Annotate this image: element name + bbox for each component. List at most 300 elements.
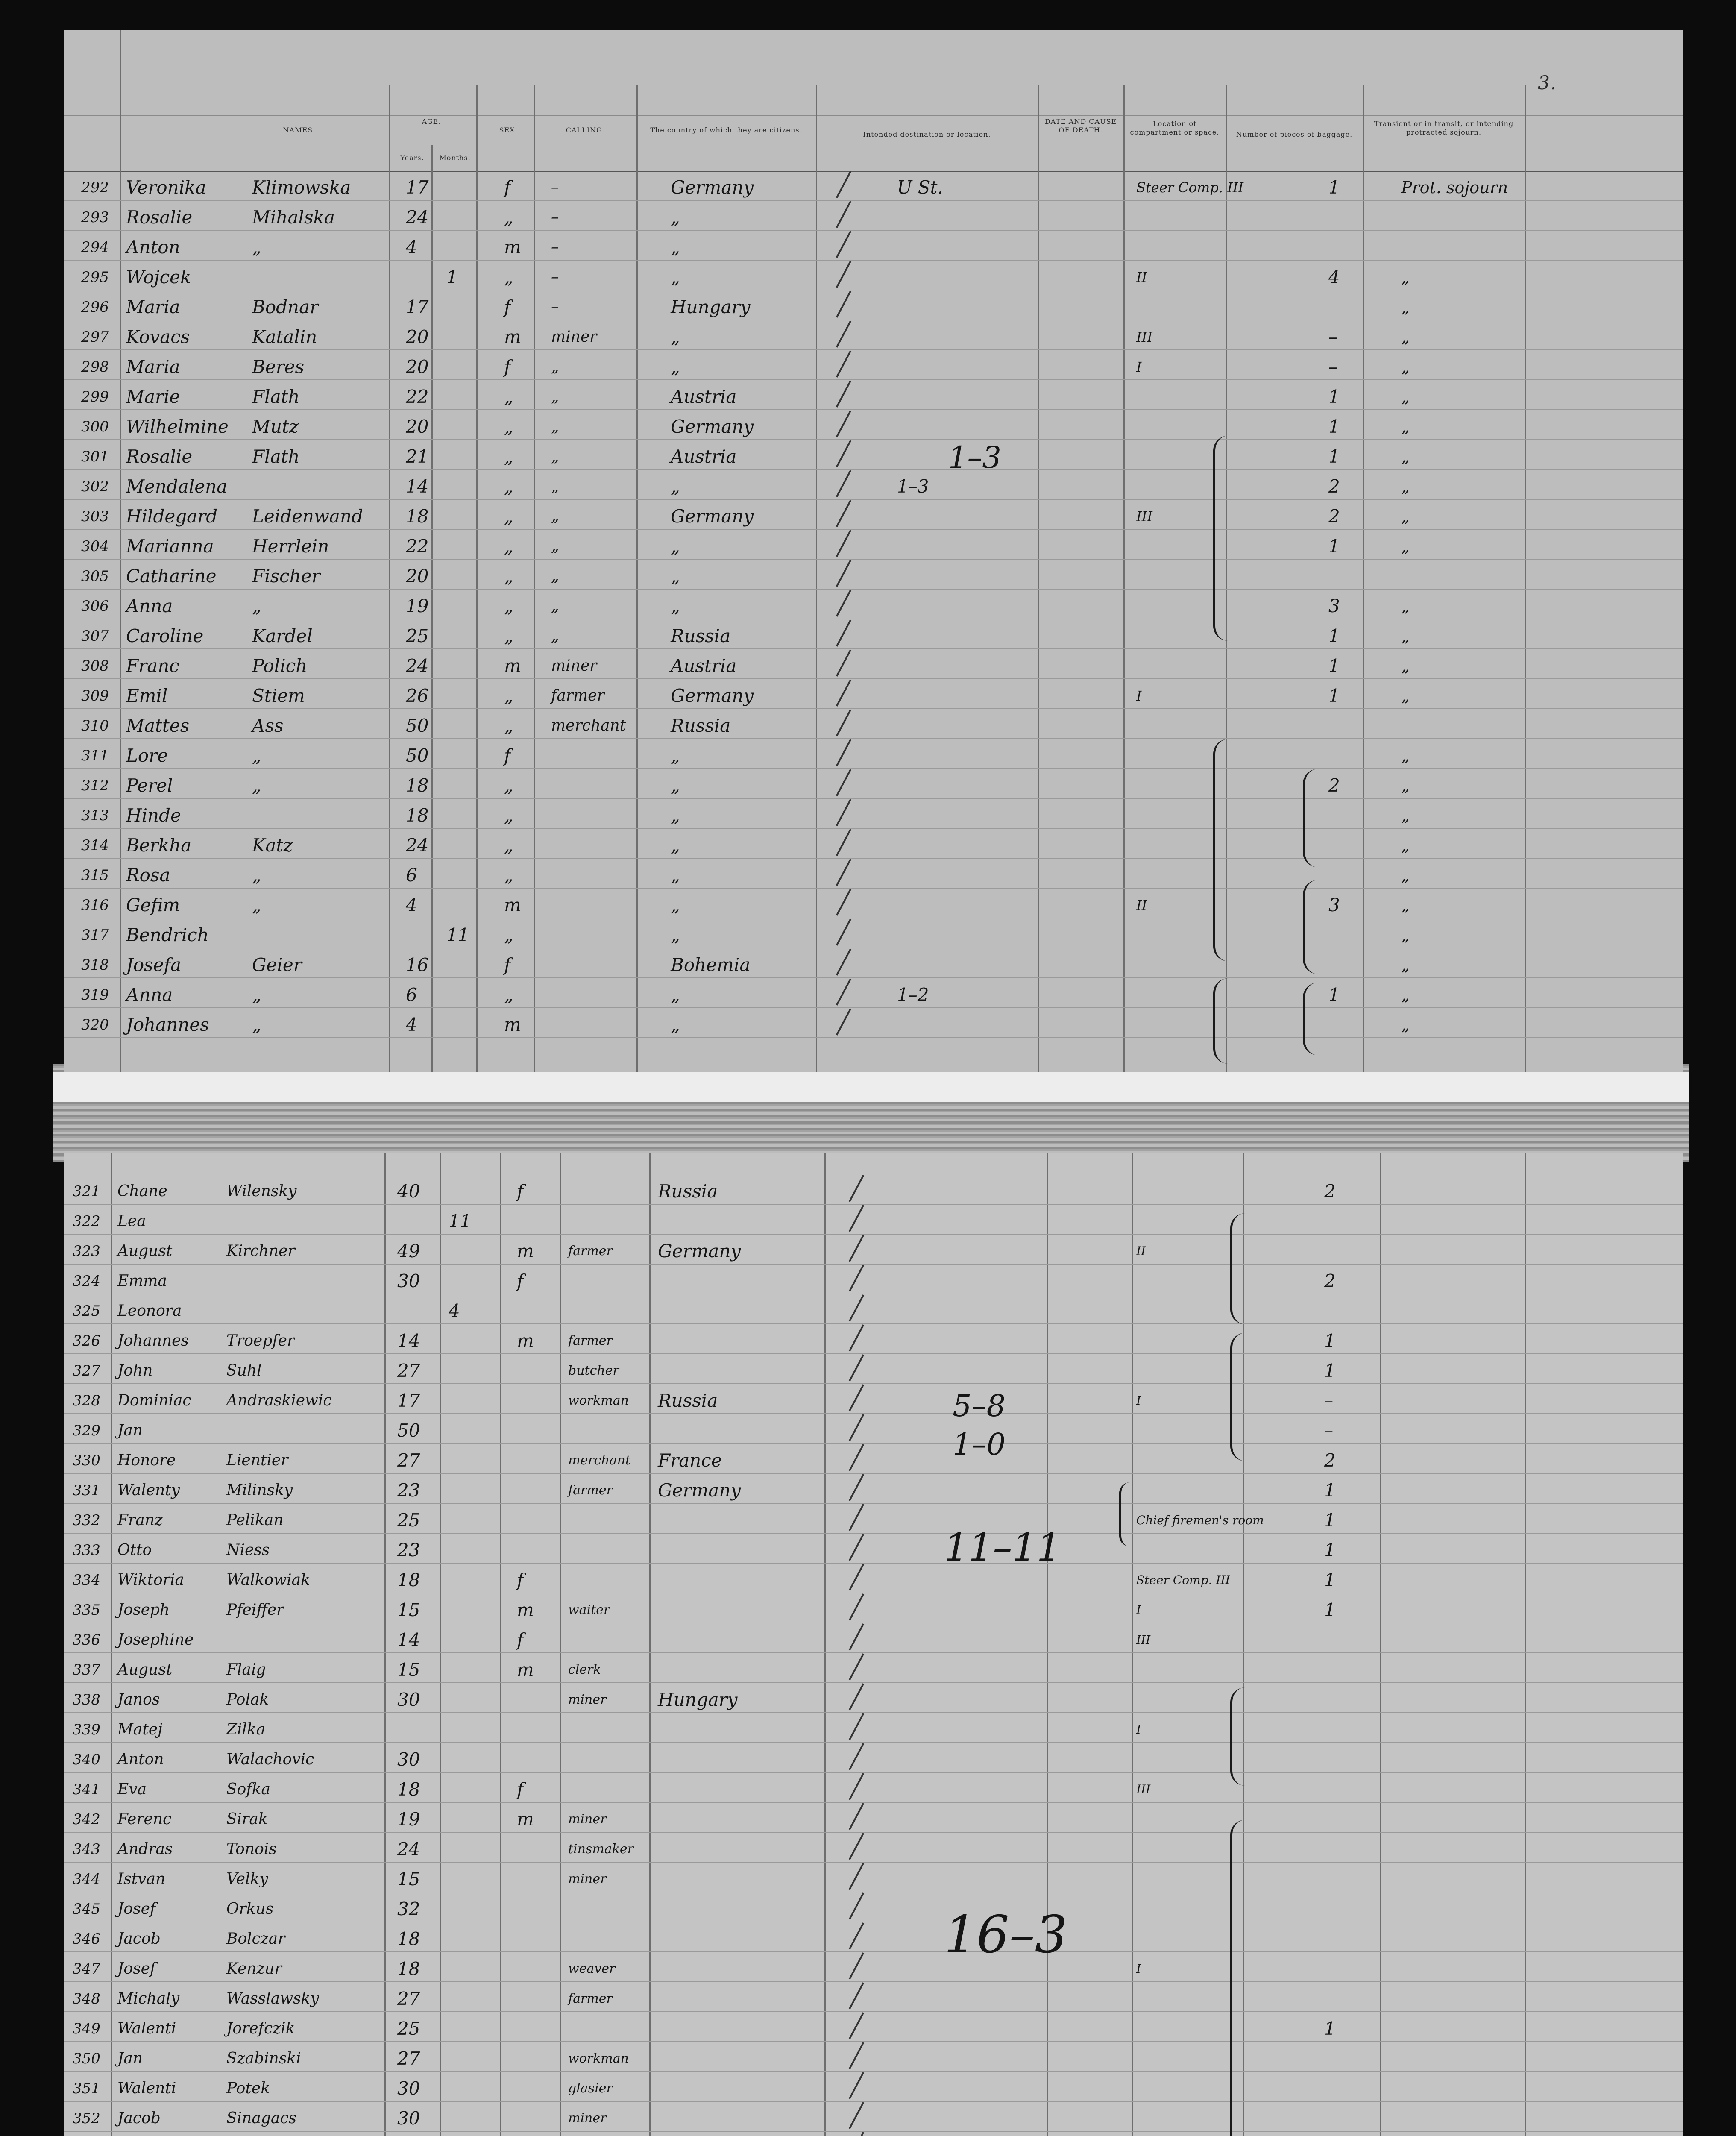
row-number: 302 [81,478,109,495]
transit-status: „ [1401,896,1410,915]
country: Germany [671,177,754,198]
age-years: 30 [397,2108,420,2129]
compartment: Steer Comp. III [1136,1573,1230,1587]
table-row [64,649,1683,679]
sex: „ [504,865,513,886]
table-row [64,1324,1683,1354]
sex: m [504,326,521,347]
last-name: Katz [252,835,293,856]
baggage-count: 4 [1328,267,1340,288]
last-name: Flaig [226,1661,266,1678]
age-years: 30 [397,1270,420,1291]
country: „ [671,745,680,766]
destination: 1–2 [897,984,929,1005]
first-name: Mendalena [126,476,228,497]
last-name: Sirak [226,1810,268,1828]
transit-status: „ [1401,806,1410,825]
transit-status: „ [1401,746,1410,765]
calling: – [551,268,559,286]
table-row [64,1444,1683,1474]
last-name: Katalin [252,326,317,347]
table-row [64,1534,1683,1564]
header-country: The country of which they are citizens. [650,126,802,134]
table-row [64,1653,1683,1683]
table-row [64,231,1683,261]
sex: „ [504,984,513,1005]
row-number: 309 [81,687,109,704]
age-years: 27 [397,1450,420,1471]
last-name: Pelikan [226,1511,284,1529]
ditto-stroke [836,470,851,497]
first-name: Berkha [126,835,192,856]
row-number: 294 [81,239,109,256]
row-number: 293 [81,209,109,226]
sex: m [517,1659,534,1680]
row-number: 292 [81,179,109,196]
ditto-stroke [849,1564,864,1591]
sex: f [517,1779,524,1800]
age-years: 18 [397,1779,420,1800]
country: „ [671,775,680,796]
compartment: I [1136,1394,1141,1408]
sex: „ [504,625,513,646]
first-name: Leonora [117,1302,182,1320]
ditto-stroke [849,1504,864,1531]
calling: waiter [568,1602,610,1617]
country: Germany [658,1241,741,1262]
compartment: III [1136,1633,1151,1647]
last-name: Geier [252,954,302,975]
last-name: Stiem [252,685,305,706]
age-years: 4 [406,237,417,258]
last-name: Orkus [226,1900,274,1918]
transit-status: „ [1401,268,1410,287]
first-name: Gefim [126,895,180,915]
last-name: „ [252,1014,261,1035]
first-name: Matej [117,1721,163,1738]
first-name: Bendrich [126,924,209,945]
table-row [64,1833,1683,1863]
ditto-stroke [849,1354,864,1382]
table-row [64,1235,1683,1265]
first-name: Anton [126,237,180,258]
table-row [64,1743,1683,1773]
sex: m [517,1330,534,1351]
first-name: Honore [117,1452,176,1469]
table-row [64,560,1683,590]
ditto-stroke [836,560,851,587]
row-number: 349 [73,2020,100,2037]
age-years: 16 [406,954,429,975]
ditto-stroke [849,1444,864,1471]
first-name: Joseph [117,1601,170,1619]
last-name: Lientier [226,1452,288,1469]
first-name: Josefa [126,954,182,975]
first-name: Walenti [117,2080,176,2097]
ditto-stroke [836,500,851,527]
row-number: 328 [73,1392,100,1409]
ditto-stroke [849,1922,864,1950]
last-name: Ass [252,715,284,736]
ditto-stroke [849,1474,864,1501]
calling: workman [568,2051,629,2066]
table-row [64,2102,1683,2132]
last-name: Bolczar [226,1930,285,1948]
calling: – [551,179,559,196]
country: Germany [671,416,754,437]
first-name: John [117,1362,153,1379]
table-row [64,1384,1683,1414]
table-row [64,978,1683,1008]
header-death: DATE AND CAUSE OF DEATH. [1044,117,1117,134]
ditto-stroke [836,320,851,348]
last-name: Polak [226,1691,269,1708]
first-name: Marie [126,386,180,407]
header-names: NAMES. [283,126,315,134]
table-row [64,1863,1683,1892]
last-name: Leidenwand [252,506,363,527]
country: Austria [671,446,737,467]
ditto-stroke [836,859,851,886]
age-years: 24 [406,655,429,676]
ditto-stroke [836,410,851,437]
age-years: 14 [397,1629,420,1650]
first-name: Ferenc [117,1810,172,1828]
compartment: II [1136,269,1147,285]
ditto-stroke [849,1623,864,1651]
table-row [64,918,1683,948]
age-years: 18 [406,775,429,796]
age-years: 26 [406,685,429,706]
last-name: „ [252,775,261,796]
country: „ [671,207,680,228]
ditto-stroke [836,978,851,1006]
age-years: 20 [406,566,429,587]
table-row [64,2132,1683,2136]
age-years: 25 [406,625,429,646]
first-name: Walenti [117,2020,176,2037]
baggage-count: 1 [1328,984,1340,1005]
last-name: Pfeiffer [226,1601,284,1619]
transit-status: „ [1401,358,1410,376]
header-transient: Transient or in transit, or intending protracted sojourn. [1374,120,1514,136]
row-number: 325 [73,1303,100,1320]
transit-status: „ [1401,926,1410,945]
sex: „ [504,207,513,228]
age-years: 19 [406,596,429,616]
table-row [64,1803,1683,1833]
binding-strip [53,1072,1689,1102]
first-name: Eva [117,1781,147,1798]
table-row [64,320,1683,350]
row-number: 336 [73,1631,100,1649]
table-row [64,1294,1683,1324]
last-name: „ [252,895,261,915]
country: „ [671,356,680,377]
table-row [64,1713,1683,1743]
calling: – [551,298,559,316]
age-years: 6 [406,865,417,886]
ditto-stroke [849,1653,864,1681]
table-row [64,1982,1683,2012]
country: Russia [658,1181,718,1202]
age-years: 14 [397,1330,420,1351]
last-name: Flath [252,446,300,467]
calling: „ [551,448,559,465]
sex: f [504,177,511,198]
sex: „ [504,267,513,288]
age-years: 30 [397,1749,420,1770]
age-years: 14 [406,476,429,497]
sex: m [517,1599,534,1620]
sex: m [504,237,521,258]
table-row [64,500,1683,530]
table-row [64,1414,1683,1444]
age-years: 22 [406,536,429,557]
ditto-stroke [849,1743,864,1770]
age-years: 4 [406,895,417,915]
table-row [64,679,1683,709]
header-age: AGE. [422,117,441,126]
last-name: Niess [226,1541,270,1559]
compartment: Chief firemen's room [1136,1513,1264,1527]
ditto-stroke [836,829,851,856]
sex: „ [504,596,513,616]
transit-status: „ [1401,387,1410,406]
ditto-stroke [836,380,851,408]
row-number: 298 [81,358,109,376]
transit-status: „ [1401,507,1410,526]
ditto-stroke [836,440,851,467]
age-years: 24 [406,835,429,856]
transit-status: „ [1401,447,1410,466]
header-calling: CALLING. [566,126,605,134]
first-name: Istvan [117,1870,166,1888]
baggage-count: 1 [1328,386,1340,407]
sex: m [504,655,521,676]
age-years: 19 [397,1809,420,1830]
first-name: Anton [117,1751,164,1768]
row-number: 340 [73,1751,100,1768]
table-row [64,470,1683,500]
ditto-stroke [849,1863,864,1890]
country: „ [671,237,680,258]
table-row [64,1008,1683,1038]
last-name: Zilka [226,1721,266,1738]
row-number: 339 [73,1721,100,1738]
ditto-stroke [849,1414,864,1441]
first-name: Josef [117,1960,156,1978]
transit-status: „ [1401,537,1410,556]
destination: U St. [897,177,943,198]
last-name: Potek [226,2080,270,2097]
baggage-count: 2 [1324,1450,1336,1471]
row-number: 307 [81,628,109,645]
ditto-stroke [849,1892,864,1920]
ditto-stroke [836,171,851,198]
baggage-count: 1 [1328,446,1340,467]
row-number: 324 [73,1273,100,1290]
country: „ [671,536,680,557]
calling: „ [551,508,559,525]
age-years: 49 [397,1241,420,1262]
row-number: 312 [81,777,109,794]
last-name: Herrlein [252,536,329,557]
last-name: Szabinski [226,2050,301,2067]
first-name: Dominiac [117,1392,191,1409]
last-name: Andraskiewic [226,1392,332,1409]
country: Russia [671,625,731,646]
sex: f [517,1181,524,1202]
row-number: 350 [73,2050,100,2067]
ditto-stroke [849,1982,864,2010]
row-number: 329 [73,1422,100,1439]
first-name: Jacob [117,2110,161,2127]
age-years: 23 [397,1540,420,1561]
row-number: 311 [81,747,109,764]
ditto-stroke [849,1205,864,1232]
calling: farmer [568,1991,613,2006]
country: „ [671,984,680,1005]
age-years: 17 [397,1390,420,1411]
table-row [64,1205,1683,1235]
row-number: 306 [81,598,109,615]
first-name: Johannes [117,1332,189,1350]
age-years: 23 [397,1480,420,1501]
last-name: Fischer [252,566,320,587]
first-name: Franz [117,1511,163,1529]
country: Germany [658,1480,741,1501]
row-number: 299 [81,388,109,405]
calling: „ [551,627,559,645]
last-name: Flath [252,386,300,407]
country: France [658,1450,722,1471]
table-row [64,350,1683,380]
row-number: 321 [73,1183,100,1200]
transit-status: „ [1401,477,1410,496]
header-years: Years. [400,154,424,162]
first-name: Josephine [117,1631,194,1649]
row-number: 296 [81,299,109,316]
calling: farmer [551,687,604,704]
table-row [64,1265,1683,1294]
row-number: 315 [81,867,109,884]
calling: „ [551,537,559,555]
row-number: 301 [81,448,109,465]
sex: „ [504,566,513,587]
last-name: Mutz [252,416,299,437]
age-years: 24 [406,207,429,228]
sex: m [517,1241,534,1262]
table-row [64,948,1683,978]
transit-status: „ [1401,836,1410,855]
baggage-count: 1 [1324,1570,1336,1590]
last-name: Kirchner [226,1242,295,1260]
country: Russia [671,715,731,736]
row-number: 322 [73,1213,100,1230]
table-row [64,590,1683,619]
transit-status: „ [1401,866,1410,885]
baggage-count: 2 [1328,775,1340,796]
age-years: 20 [406,326,429,347]
row-number: 342 [73,1811,100,1828]
first-name: Jan [117,2050,143,2067]
first-name: Michaly [117,1990,180,2007]
header-sex: SEX. [499,126,518,134]
row-number: 343 [73,1841,100,1858]
age-years: 15 [397,1659,420,1680]
first-name: Lore [126,745,168,766]
compartment: Steer Comp. III [1136,179,1243,196]
ditto-stroke [849,2102,864,2129]
calling: tinsmaker [568,1842,633,1857]
row-number: 310 [81,717,109,734]
country: Bohemia [671,954,751,975]
ditto-stroke [849,1833,864,1860]
ditto-stroke [849,1952,864,1980]
table-row [64,171,1683,201]
row-number: 314 [81,837,109,854]
ditto-stroke [836,649,851,677]
table-row [64,2042,1683,2072]
calling: „ [551,567,559,585]
ditto-stroke [836,948,851,976]
sex: „ [504,446,513,467]
table-row [64,1564,1683,1593]
baggage-count: 3 [1328,895,1340,915]
ditto-stroke [836,350,851,378]
sex: m [504,1014,521,1035]
baggage-count: 1 [1324,2018,1336,2039]
ditto-stroke [836,290,851,318]
country: „ [671,267,680,288]
first-name: Otto [117,1541,152,1559]
age-months: 1 [446,267,458,288]
last-name: Walachovic [226,1751,314,1768]
country: „ [671,924,680,945]
ditto-stroke [849,1803,864,1830]
transit-status: „ [1401,956,1410,974]
ditto-stroke [836,739,851,766]
last-name: Wilensky [226,1182,297,1200]
calling: miner [551,657,597,675]
first-name: Maria [126,296,180,317]
baggage-count: – [1324,1390,1333,1411]
row-number: 345 [73,1901,100,1918]
row-number: 330 [73,1452,100,1469]
calling: merchant [551,717,626,734]
sex: „ [504,685,513,706]
ditto-stroke [849,1683,864,1711]
calling: „ [551,597,559,615]
first-name: Mattes [126,715,190,736]
table-row [64,709,1683,739]
last-name: Klimowska [252,177,351,198]
calling: – [551,208,559,226]
table-row [64,1952,1683,1982]
baggage-count: – [1328,356,1337,377]
sex: f [517,1270,524,1291]
baggage-count: 2 [1324,1181,1336,1202]
last-name: „ [252,745,261,766]
sex: „ [504,536,513,557]
row-number: 332 [73,1512,100,1529]
country: „ [671,895,680,915]
last-name: Suhl [226,1362,262,1379]
transit-status: „ [1401,597,1410,616]
country: „ [671,1014,680,1035]
ditto-stroke [836,530,851,557]
